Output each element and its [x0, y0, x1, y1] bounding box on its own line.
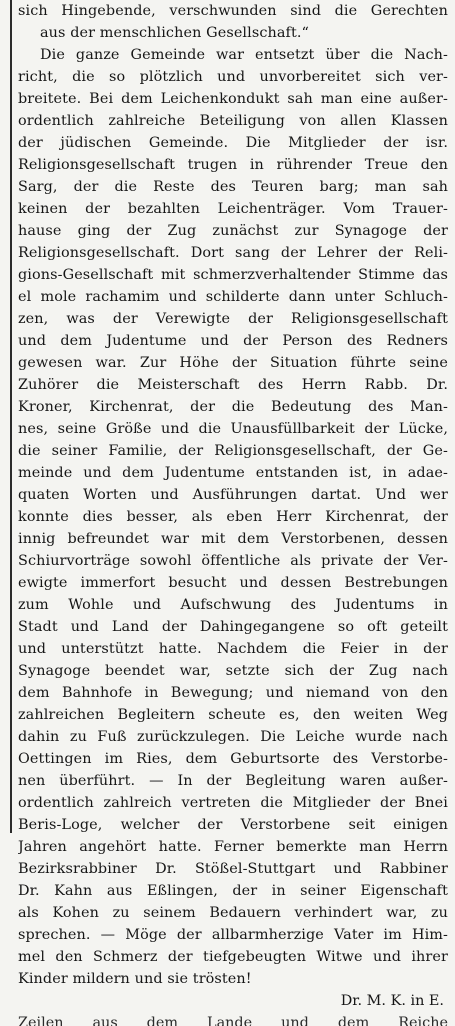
article-line: Bezirksrabbiner Dr. Stößel-Stuttgart und Rabbiner	[18, 861, 448, 877]
article-line: die seiner Familie, der Religionsgesellschaft, der Ge-	[18, 443, 448, 459]
article-line: ordentlich zahlreich vertreten die Mitglieder der Bnei	[18, 795, 448, 811]
article-line: als Kohen zu seinem Bedauern verhindert war, zu	[18, 905, 448, 921]
article-line: breitete. Bei dem Leichenkondukt sah man eine außer-	[18, 91, 448, 107]
article-line: und unterstützt hatte. Nachdem die Feier in der	[18, 641, 448, 657]
article-line: konnte dies besser, als eben Herr Kirchenrat, der	[18, 509, 448, 525]
article-line: Sarg, der die Reste des Teuren barg; man sah	[18, 179, 448, 195]
column-divider-rule	[10, 0, 12, 833]
article-line: Beris-Loge, welcher der Verstorbene seit einigen	[18, 817, 448, 833]
article-line: nen überführt. — In der Begleitung waren außer-	[18, 773, 448, 789]
article-line: Religionsgesellschaft. Dort sang der Lehrer der Reli-	[18, 245, 448, 261]
article-line: zahlreichen Begleitern scheute es, den weiten Weg	[18, 707, 448, 723]
article-line: zum Wohle und Aufschwung des Judentums in	[18, 597, 448, 613]
article-line: quaten Worten und Ausführungen dartat. Und wer	[18, 487, 448, 503]
article-line: Kinder mildern und sie trösten!	[18, 971, 252, 987]
article-line: gewesen war. Zur Höhe der Situation führte seine	[18, 355, 448, 371]
article-line: Dr. Kahn aus Eßlingen, der in seiner Eigenschaft	[18, 883, 448, 899]
article-line: Die ganze Gemeinde war entsetzt über die Nach-	[40, 47, 448, 63]
article-line: dahin zu Fuß zurückzulegen. Die Leiche wurde nach	[18, 729, 448, 745]
article-line: Oettingen im Ries, dem Geburtsorte des Verstorbe-	[18, 751, 448, 767]
article-line: innig befreundet war mit dem Verstorbenen, dessen	[18, 531, 448, 547]
article-line: Stadt und Land der Dahingegangene so oft geteilt	[18, 619, 448, 635]
article-line: und dem Judentume und der Person des Redners	[18, 333, 448, 349]
article-line: zen, was der Verewigte der Religionsgesellschaft	[18, 311, 448, 327]
article-line: hause ging der Zug zunächst zur Synagoge der	[18, 223, 448, 239]
article-line: meinde und dem Judentume entstanden ist, in adae-	[18, 465, 448, 481]
article-line: Kroner, Kirchenrat, der die Bedeutung des Man-	[18, 399, 448, 415]
article-line: mel den Schmerz der tiefgebeugten Witwe und ihrer	[18, 949, 448, 965]
article-body	[18, 0, 448, 1026]
article-signature: Dr. M. K. in E.	[340, 993, 444, 1009]
article-line: keinen der bezahlten Leichenträger. Vom Trauer-	[18, 201, 448, 217]
article-line: el mole rachamim und schilderte dann unter Schluch-	[18, 289, 448, 305]
article-line: Jahren angehört hatte. Ferner bemerkte man Herrn	[18, 839, 448, 855]
article-line: nes, seine Größe und die Unausfüllbarkeit der Lücke,	[18, 421, 448, 437]
article-line: sprechen. — Möge der allbarmherzige Vater im Him-	[18, 927, 448, 943]
article-line: Religionsgesellschaft trugen in rührender Treue den	[18, 157, 448, 173]
article-line: gions-Gesellschaft mit schmerzverhaltender Stimme das	[18, 267, 448, 283]
article-line: Synagoge beendet war, setzte sich der Zug nach	[18, 663, 448, 679]
article-line: aus der menschlichen Gesellschaft.“	[40, 25, 309, 41]
article-line: der jüdischen Gemeinde. Die Mitglieder der isr.	[18, 135, 448, 151]
article-line: ordentlich zahlreiche Beteiligung von allen Klassen	[18, 113, 448, 129]
article-line: ewigte immerfort besucht und dessen Bestrebungen	[18, 575, 448, 591]
article-line: dem Bahnhofe in Bewegung; und niemand von den	[18, 685, 448, 701]
article-line: Zuhörer die Meisterschaft des Herrn Rabb. Dr.	[18, 377, 448, 393]
article-line: richt, die so plötzlich und unvorbereitet sich ver-	[18, 69, 448, 85]
cut-off-next-line: Zeilen aus dem Lande und dem Reiche	[18, 1015, 448, 1026]
article-line: sich Hingebende, verschwunden sind die Gerechten	[18, 3, 448, 19]
article-line: Schiurvorträge sowohl öffentliche als private der Ver-	[18, 553, 448, 569]
